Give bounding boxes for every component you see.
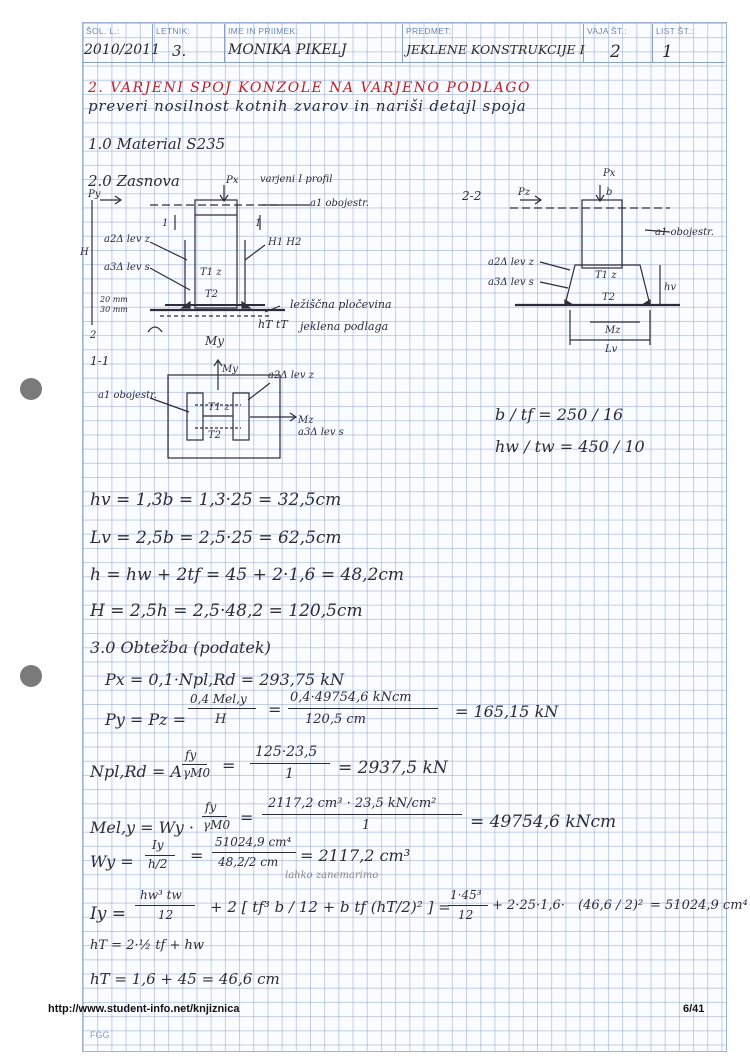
frac-line <box>188 708 256 709</box>
label-px-22: Px <box>603 168 616 179</box>
label-lezisce: ležiščna pločevina <box>290 298 392 311</box>
iy-t1-num: hw³ tw <box>140 888 182 902</box>
header-value-predmet: JEKLENE KONSTRUKCIJE I <box>406 42 585 57</box>
equals-sign: = <box>268 700 282 719</box>
ratio-hw-tw: hw / tw = 450 / 10 <box>495 437 645 456</box>
label-my: My <box>205 334 225 348</box>
label-t1-11: T1 z <box>208 402 230 413</box>
label-b: b <box>606 187 613 198</box>
label-t1z: T1 z <box>200 267 222 278</box>
wy-num2: 51024,9 cm⁴ <box>215 835 292 849</box>
frac-line <box>262 814 462 815</box>
iy-lhs: Iy = <box>90 904 126 924</box>
load-py-num2: 0,4·49754,6 kNcm <box>290 690 412 705</box>
ht-definition: hT = 2·½ tf + hw <box>90 938 205 953</box>
mel-result: = 49754,6 kNcm <box>470 812 617 832</box>
footer-page-number: 6/41 <box>683 1003 705 1015</box>
mel-frac-den: γM0 <box>203 818 231 832</box>
header-value-sol-l: 2010/2011 <box>84 42 160 58</box>
exercise-subtitle: preveri nosilnost kotnih zvarov in nariši detajl spoja <box>88 97 527 115</box>
header-label-vaja: VAJA ŠT.: <box>587 26 627 36</box>
npl-lhs: Npl,Rd = A <box>90 762 182 781</box>
wy-den: h/2 <box>148 857 168 871</box>
label-hv: hv <box>664 282 677 293</box>
label-my-11: My <box>222 364 238 375</box>
punch-hole <box>20 665 42 687</box>
equals-sign: = <box>240 808 254 827</box>
label-t2-side: T2 <box>205 289 219 300</box>
load-py-den: H <box>215 712 227 727</box>
load-px: Px = 0,1·Npl,Rd = 293,75 kN <box>105 670 344 689</box>
equation-lv: Lv = 2,5b = 2,5·25 = 62,5cm <box>90 528 342 548</box>
label-a3-11: a3Δ lev s <box>298 427 344 438</box>
frac-line <box>288 708 438 709</box>
npl-den: 1 <box>285 766 294 782</box>
iy-t1-den: 12 <box>158 908 174 922</box>
exercise-title: 2. VARJENI SPOJ KONZOLE NA VARJENO PODLAGO <box>88 80 532 96</box>
label-t2-22: T2 <box>602 292 616 303</box>
zasnova-heading: 2.0 Zasnova <box>88 172 180 190</box>
equation-H: H = 2,5h = 2,5·48,2 = 120,5cm <box>90 601 363 621</box>
iy-term2: + 2 [ tf³ b / 12 + b tf (hT/2)² ] = <box>210 898 451 916</box>
material-heading: 1.0 Material S235 <box>88 135 226 153</box>
header-label-letnik: LETNIK: <box>156 26 191 36</box>
header-value-vaja: 2 <box>610 42 621 62</box>
header-label-predmet: PREDMET: <box>406 26 452 36</box>
iy-d1: 12 <box>458 908 474 922</box>
label-lv: Lv <box>605 344 618 355</box>
equation-hv: hv = 1,3b = 1,3·25 = 32,5cm <box>90 490 342 510</box>
label-px-side: Px <box>226 175 239 186</box>
label-a2-22: a2Δ lev z <box>488 257 534 268</box>
frac-line <box>212 852 296 853</box>
header-label-list: LIST ŠT.: <box>656 26 694 36</box>
ratio-b-tf: b / tf = 250 / 16 <box>495 405 624 424</box>
mel-lhs: Mel,y = Wy · <box>90 818 194 837</box>
label-a3-22: a3Δ lev s <box>488 277 534 288</box>
label-varjeni-profil: varjeni I profil <box>260 174 333 185</box>
mel-frac-num: fy <box>205 800 217 814</box>
npl-num: 125·23,5 <box>255 744 318 760</box>
iy-result: = 51024,9 cm⁴ <box>650 898 748 913</box>
obtezba-heading: 3.0 Obtežba (podatek) <box>90 638 271 657</box>
equation-h: h = hw + 2tf = 45 + 2·1,6 = 48,2cm <box>90 565 405 585</box>
iy-term3: + 2·25·1,6· <box>492 898 565 913</box>
connection-detail-drawing <box>0 0 750 480</box>
header-label-sol-l: ŠOL. L.: <box>86 26 120 36</box>
header-value-list: 1 <box>662 42 673 62</box>
frac-line <box>182 764 207 765</box>
frac-line <box>250 763 330 764</box>
equals-sign: = <box>190 846 204 865</box>
section-22-title: 2-2 <box>462 189 482 203</box>
frac-line <box>135 905 195 906</box>
label-mz: Mz <box>605 325 621 336</box>
wy-den2: 48,2/2 cm <box>218 855 279 869</box>
load-py-num: 0,4 Mel,y <box>190 692 247 706</box>
label-p2: Py <box>88 189 101 200</box>
label-a2-side: a2Δ lev z <box>104 234 150 245</box>
frac-line <box>145 855 175 856</box>
iy-n1: 1·45³ <box>450 888 482 902</box>
wy-lhs: Wy = <box>90 852 134 871</box>
footer-url[interactable]: http://www.student-info.net/knjiznica <box>48 1003 240 1015</box>
npl-result: = 2937,5 kN <box>338 758 448 778</box>
header-label-ime: IME IN PRIIMEK: <box>228 26 299 36</box>
wy-result: = 2117,2 cm³ <box>300 846 411 865</box>
header-value-letnik: 3. <box>172 42 187 60</box>
equals-sign: = <box>222 756 236 775</box>
npl-frac-den: γM0 <box>183 766 211 780</box>
label-jeklena-podlaga: jeklena podlaga <box>300 320 389 333</box>
label-hr-tr: hT tT <box>258 318 288 331</box>
label-t1-22: T1 z <box>595 270 617 281</box>
load-py-den2: 120,5 cm <box>305 712 366 727</box>
fgg-brand: FGG <box>90 1030 110 1040</box>
label-t2-11: T2 <box>208 430 222 441</box>
label-1-left: 1 <box>162 218 169 229</box>
label-mz-11: Mz <box>298 415 314 426</box>
mel-den: 1 <box>362 818 371 833</box>
label-H: H <box>80 247 89 258</box>
label-h1h2: H1 H2 <box>268 237 302 248</box>
wy-num: Iy <box>152 838 164 852</box>
label-30mm: 30 mm <box>100 305 128 314</box>
npl-frac-num: fy <box>185 748 197 762</box>
label-1-right: 1 <box>255 218 262 229</box>
label-20mm: 20 mm <box>100 295 128 304</box>
load-py-lhs: Py = Pz = <box>105 710 187 729</box>
zanemarimo-note: lahko zanemarimo <box>285 870 379 881</box>
frac-line <box>202 816 227 817</box>
section-11-title: 1-1 <box>90 354 110 368</box>
label-a2-11: a2Δ lev z <box>268 370 314 381</box>
label-a1-22: a1 obojestr. <box>655 227 714 238</box>
iy-frac: (46,6 / 2)² <box>578 898 644 913</box>
frac-line <box>448 905 488 906</box>
load-py-result: = 165,15 kN <box>455 702 559 721</box>
ht-value: hT = 1,6 + 45 = 46,6 cm <box>90 970 280 988</box>
label-a1-11: a1 obojestr. <box>98 390 157 401</box>
mel-num: 2117,2 cm³ · 23,5 kN/cm² <box>268 796 437 811</box>
label-a3-side: a3Δ lev s <box>104 262 150 273</box>
label-a1-side: a1 obojestr. <box>310 198 369 209</box>
header-value-ime: MONIKA PIKELJ <box>228 42 347 58</box>
label-pz: Pz <box>518 187 530 198</box>
label-2: 2 <box>90 330 97 341</box>
